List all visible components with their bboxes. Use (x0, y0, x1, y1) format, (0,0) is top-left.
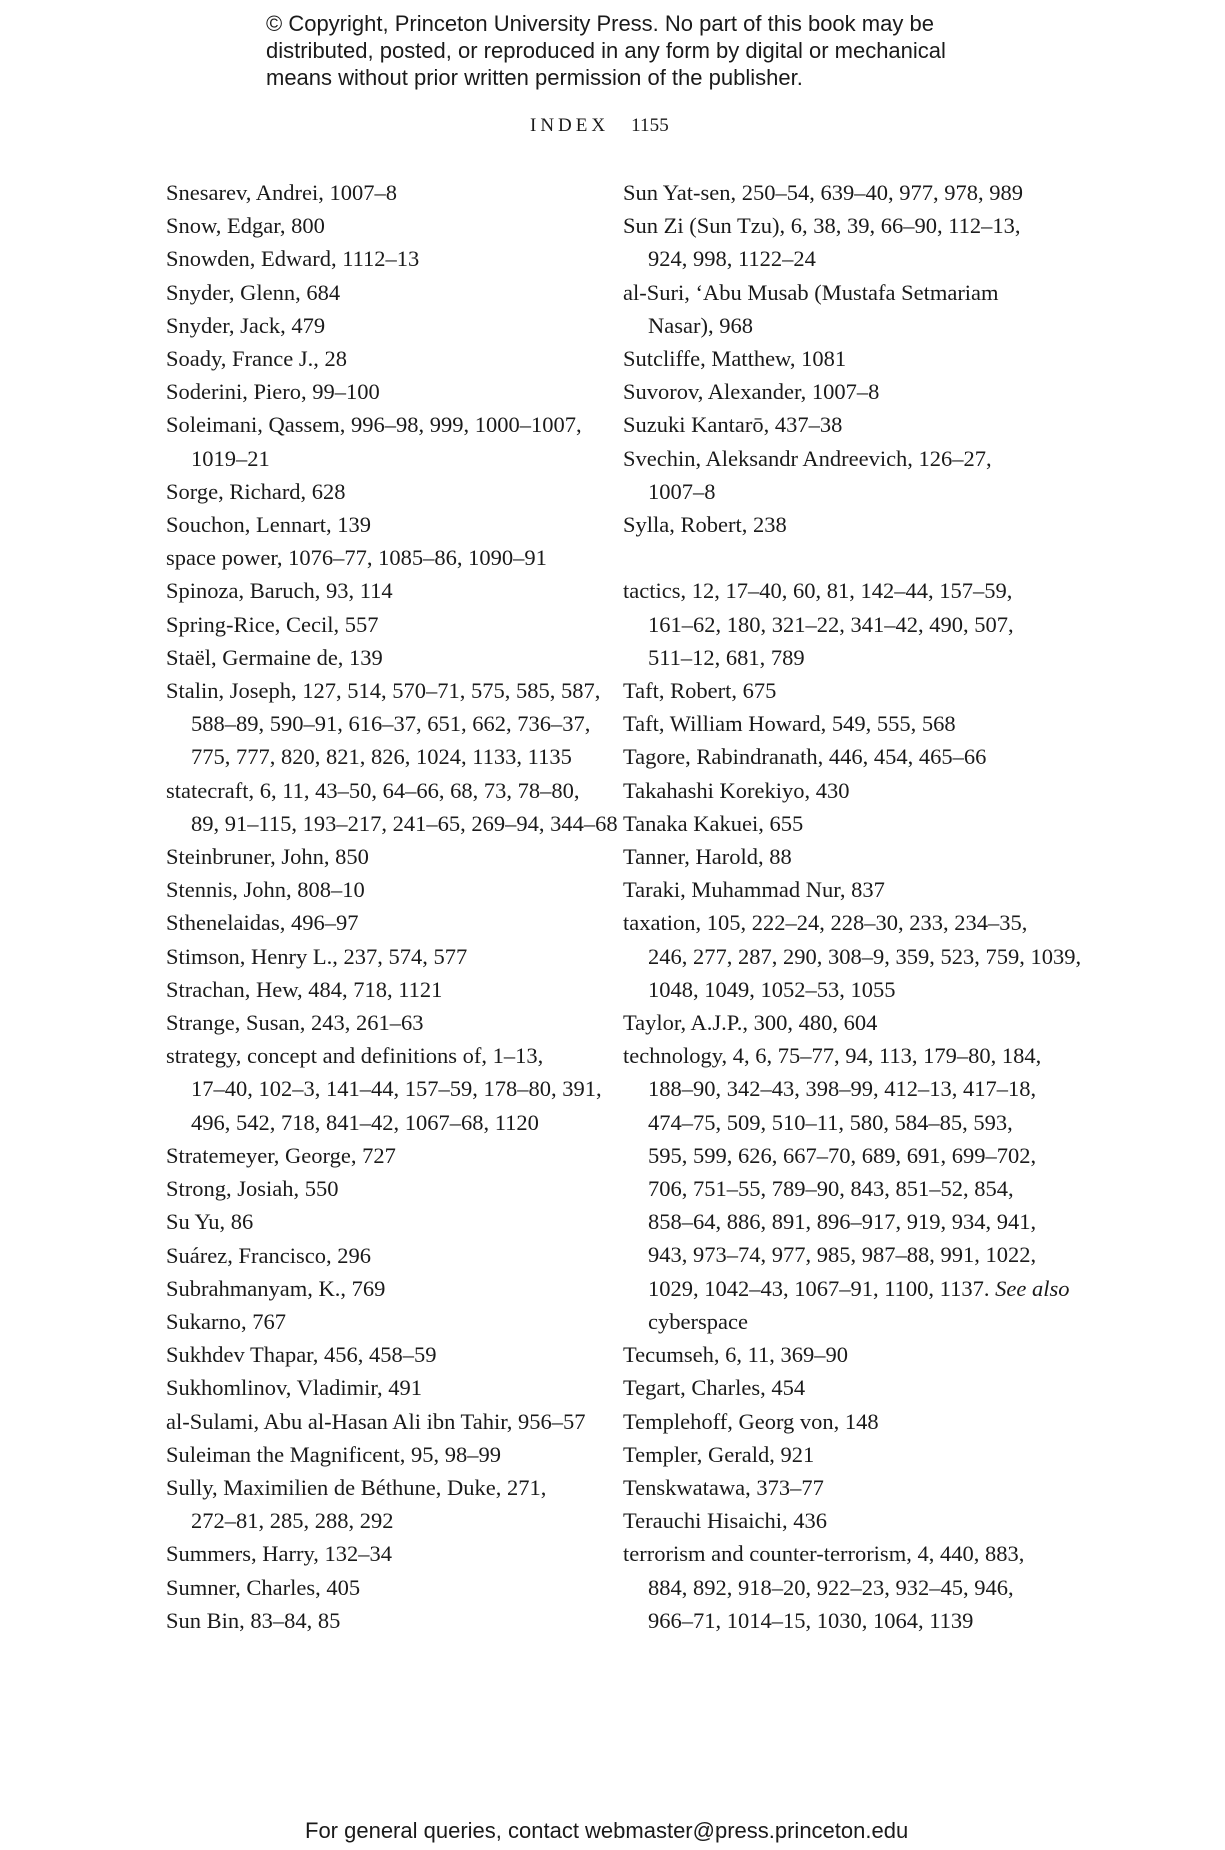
index-entry-line: Tenskwatawa, 373–77 (623, 1474, 824, 1500)
footer-contact: For general queries, contact webmaster@press.princeton.edu (305, 1818, 909, 1843)
index-entry-line: Templehoff, Georg von, 148 (623, 1408, 879, 1434)
copyright-line: © Copyright, Princeton University Press. No part of this book may be (266, 11, 934, 36)
copyright-notice (266, 10, 986, 91)
index-section-s (623, 176, 1063, 541)
index-entry (166, 1338, 596, 1371)
index-entry (623, 1438, 1063, 1471)
index-entry-line: Tagore, Rabindranath, 446, 454, 465–66 (623, 744, 987, 770)
index-entry-continuation: 706, 751–55, 789–90, 843, 851–52, 854, (648, 1176, 1014, 1202)
index-entry (166, 1471, 596, 1537)
index-entry (623, 1405, 1063, 1438)
index-entry-line: Sukarno, 767 (166, 1308, 286, 1334)
index-entry-line: Snesarev, Andrei, 1007–8 (166, 180, 397, 205)
index-entry-continuation: 1007–8 (648, 478, 716, 504)
index-entry-line: Stennis, John, 808–10 (166, 877, 365, 903)
index-entry-line: Stratemeyer, George, 727 (166, 1142, 396, 1168)
index-entry (166, 375, 596, 408)
index-entry-text: 1029, 1042–43, 1067–91, 1100, 1137. (648, 1275, 990, 1301)
index-entry (623, 873, 1063, 906)
index-entry (166, 674, 601, 774)
index-entry (166, 1405, 596, 1438)
index-entry (623, 674, 1063, 707)
index-entry-continuation: 884, 892, 918–20, 922–23, 932–45, 946, (648, 1574, 1014, 1600)
index-column-left (166, 176, 618, 1637)
index-entry-line: Su Yu, 86 (166, 1209, 254, 1235)
index-entry-line: Sylla, Robert, 238 (623, 512, 787, 538)
index-entry-continuation: 17–40, 102–3, 141–44, 157–59, 178–80, 391, (191, 1076, 602, 1102)
index-entry (166, 342, 596, 375)
index-entry-continuation: 1019–21 (191, 445, 270, 471)
index-entry (166, 408, 596, 474)
see-also-target: cyberspace (648, 1308, 748, 1334)
index-entry (623, 176, 1063, 209)
index-entry (166, 475, 596, 508)
index-entry-line: Snyder, Glenn, 684 (166, 279, 341, 305)
index-entry-line: Suzuki Kantarō, 437–38 (623, 412, 843, 438)
index-entry (166, 1139, 596, 1172)
index-entry-continuation: 161–62, 180, 321–22, 341–42, 490, 507, (648, 611, 1014, 637)
index-entry (623, 774, 1063, 807)
index-entry (166, 209, 596, 242)
index-entry-line: Steinbruner, John, 850 (166, 844, 369, 870)
index-entry-line: Snyder, Jack, 479 (166, 312, 326, 338)
index-entry-line: al-Sulami, Abu al-Hasan Ali ibn Tahir, 956–57 (166, 1408, 586, 1434)
index-entry (623, 1039, 1070, 1338)
index-entry-line: strategy, concept and definitions of, 1–13, (166, 1043, 544, 1069)
index-entry (623, 906, 1082, 1006)
index-entry-continuation: 924, 998, 1122–24 (648, 246, 816, 272)
see-also-label: See also (995, 1275, 1070, 1301)
index-entry-line: Sun Zi (Sun Tzu), 6, 38, 39, 66–90, 112–13, (623, 213, 1021, 239)
index-entry-line: Stalin, Joseph, 127, 514, 570–71, 575, 585, 587, (166, 678, 601, 704)
copyright-line: distributed, posted, or reproduced in any form by digital or mechanical (266, 38, 946, 63)
index-entry-continuation: 272–81, 285, 288, 292 (191, 1508, 394, 1534)
index-entry-line: Tanner, Harold, 88 (623, 844, 792, 870)
index-entry-line: Subrahmanyam, K., 769 (166, 1275, 386, 1301)
index-entry-line: Suleiman the Magnificent, 95, 98–99 (166, 1441, 501, 1467)
index-entry (166, 940, 596, 973)
index-entry-line: statecraft, 6, 11, 43–50, 64–66, 68, 73, 78–80, (166, 777, 580, 803)
index-entry-line: Sukhdev Thapar, 456, 458–59 (166, 1342, 437, 1368)
index-entry-line: Souchon, Lennart, 139 (166, 512, 371, 538)
index-entry (166, 608, 596, 641)
index-entry (166, 1272, 596, 1305)
index-entry (166, 1006, 596, 1039)
index-column-right (623, 176, 1082, 1637)
index-entry (623, 574, 1063, 674)
index-entry-line: Spinoza, Baruch, 93, 114 (166, 578, 393, 604)
index-entry (623, 1504, 1063, 1537)
index-entry (623, 1537, 1063, 1637)
index-entry-continuation: 246, 277, 287, 290, 308–9, 359, 523, 759, 1039, (648, 943, 1082, 969)
index-entry (166, 641, 596, 674)
index-entry-line: Sun Yat-sen, 250–54, 639–40, 977, 978, 989 (623, 180, 1024, 205)
index-entry-line: Sorge, Richard, 628 (166, 478, 346, 504)
index-entry (166, 1305, 596, 1338)
index-entry-line: Terauchi Hisaichi, 436 (623, 1508, 827, 1534)
index-entry-line: Suárez, Francisco, 296 (166, 1242, 371, 1268)
index-entry-line: Sun Bin, 83–84, 85 (166, 1607, 341, 1633)
index-entry-line: Taraki, Muhammad Nur, 837 (623, 877, 885, 903)
index-entry (166, 1039, 602, 1139)
index-entry-continuation: 496, 542, 718, 841–42, 1067–68, 1120 (191, 1109, 539, 1135)
index-entry-line: Taft, William Howard, 549, 555, 568 (623, 711, 956, 737)
index-entry-line: Templer, Gerald, 921 (623, 1441, 815, 1467)
index-entry-continuation: 966–71, 1014–15, 1030, 1064, 1139 (648, 1607, 974, 1633)
index-entry (166, 242, 596, 275)
index-entry-continuation (623, 1272, 1070, 1305)
index-entry-line: technology, 4, 6, 75–77, 94, 113, 179–80, 184, (623, 1043, 1042, 1069)
index-entry (166, 541, 596, 574)
index-entry (166, 840, 596, 873)
index-entry (623, 408, 1063, 441)
index-entry (623, 807, 1063, 840)
index-entry-line: space power, 1076–77, 1085–86, 1090–91 (166, 545, 547, 571)
index-entry-line: Sutcliffe, Matthew, 1081 (623, 346, 847, 372)
index-entry-continuation: 89, 91–115, 193–217, 241–65, 269–94, 344–68 (191, 810, 618, 836)
index-entry (166, 1239, 596, 1272)
index-entry (166, 1438, 596, 1471)
index-entry-continuation: 474–75, 509, 510–11, 580, 584–85, 593, (648, 1109, 1013, 1135)
index-entry (623, 1471, 1063, 1504)
index-entry (623, 1371, 1063, 1404)
index-entry (623, 1006, 1063, 1039)
index-entry-continuation: 858–64, 886, 891, 896–917, 919, 934, 941, (648, 1209, 1037, 1235)
running-head-label: INDEX (530, 115, 610, 136)
index-entry-line: taxation, 105, 222–24, 228–30, 233, 234–35, (623, 910, 1028, 936)
index-entry-continuation: Nasar), 968 (648, 312, 753, 338)
index-entry-line: al-Suri, ʻAbu Musab (Mustafa Setmariam (623, 279, 999, 305)
index-entry-line: Suvorov, Alexander, 1007–8 (623, 379, 880, 405)
index-entry-line: Snowden, Edward, 1112–13 (166, 246, 420, 272)
index-entry (166, 1371, 596, 1404)
index-entry-line: Takahashi Korekiyo, 430 (623, 777, 850, 803)
index-entry-line: Taylor, A.J.P., 300, 480, 604 (623, 1010, 878, 1036)
index-entry (166, 973, 596, 1006)
index-entry (166, 1537, 596, 1570)
index-entry-line: Tecumseh, 6, 11, 369–90 (623, 1342, 849, 1368)
index-entry (166, 873, 596, 906)
index-entry (623, 342, 1063, 375)
section-gap (623, 541, 1063, 574)
index-entry-line: Soderini, Piero, 99–100 (166, 379, 380, 405)
index-entry (623, 508, 1063, 541)
copyright-line: means without prior written permission of the publisher. (266, 65, 803, 90)
index-entry-line: tactics, 12, 17–40, 60, 81, 142–44, 157–59, (623, 578, 1013, 604)
index-entry (166, 574, 596, 607)
index-entry-line: Sumner, Charles, 405 (166, 1574, 361, 1600)
index-entry-line: Taft, Robert, 675 (623, 678, 777, 704)
index-entry (166, 906, 596, 939)
index-entry (623, 276, 1063, 342)
index-entry-line: Tanaka Kakuei, 655 (623, 810, 804, 836)
index-entry-line: Soady, France J., 28 (166, 346, 348, 372)
index-entry-continuation: 588–89, 590–91, 616–37, 651, 662, 736–37, (191, 711, 591, 737)
index-entry-continuation: 943, 973–74, 977, 985, 987–88, 991, 1022, (648, 1242, 1037, 1268)
index-entry (166, 176, 596, 209)
running-head (530, 115, 669, 137)
index-entry-continuation: 775, 777, 820, 821, 826, 1024, 1133, 1135 (191, 744, 572, 770)
index-entry-line: Svechin, Aleksandr Andreevich, 126–27, (623, 445, 992, 471)
index-entry-line: Strange, Susan, 243, 261–63 (166, 1010, 424, 1036)
index-entry-line: Sully, Maximilien de Béthune, Duke, 271, (166, 1474, 547, 1500)
index-entry-line: Stimson, Henry L., 237, 574, 577 (166, 943, 468, 969)
index-entry-line: Snow, Edgar, 800 (166, 213, 325, 239)
index-entry-line: Sukhomlinov, Vladimir, 491 (166, 1375, 422, 1401)
index-entry (623, 1338, 1063, 1371)
index-entry (166, 309, 596, 342)
index-entry (623, 740, 1063, 773)
index-entry (166, 774, 618, 840)
index-entry-line: Sthenelaidas, 496–97 (166, 910, 359, 936)
page-number: 1155 (631, 115, 669, 136)
index-entry-line: Soleimani, Qassem, 996–98, 999, 1000–1007, (166, 412, 582, 438)
index-entry (166, 508, 596, 541)
index-entry-continuation: 1048, 1049, 1052–53, 1055 (648, 976, 896, 1002)
index-entry-line: Tegart, Charles, 454 (623, 1375, 806, 1401)
index-entry-line: Staël, Germaine de, 139 (166, 644, 383, 670)
index-entry (166, 1205, 596, 1238)
index-entry (623, 840, 1063, 873)
index-entry (166, 1571, 596, 1604)
index-entry (166, 1172, 596, 1205)
index-entry-continuation: 511–12, 681, 789 (648, 644, 805, 670)
index-entry-line: Strong, Josiah, 550 (166, 1176, 339, 1202)
index-entry (623, 707, 1063, 740)
index-entry-line: Strachan, Hew, 484, 718, 1121 (166, 976, 443, 1002)
index-entry (166, 276, 596, 309)
index-entry-line: Summers, Harry, 132–34 (166, 1541, 393, 1567)
index-entry (166, 1604, 596, 1637)
index-entry (623, 375, 1063, 408)
index-entry (623, 442, 1063, 508)
index-entry (623, 209, 1063, 275)
index-section-t (623, 574, 1082, 1637)
index-entry-continuation: 595, 599, 626, 667–70, 689, 691, 699–702, (648, 1142, 1037, 1168)
index-entry-line: Spring-Rice, Cecil, 557 (166, 611, 379, 637)
index-entry-line: terrorism and counter-terrorism, 4, 440, 883, (623, 1541, 1025, 1567)
index-entry-continuation: 188–90, 342–43, 398–99, 412–13, 417–18, (648, 1076, 1037, 1102)
